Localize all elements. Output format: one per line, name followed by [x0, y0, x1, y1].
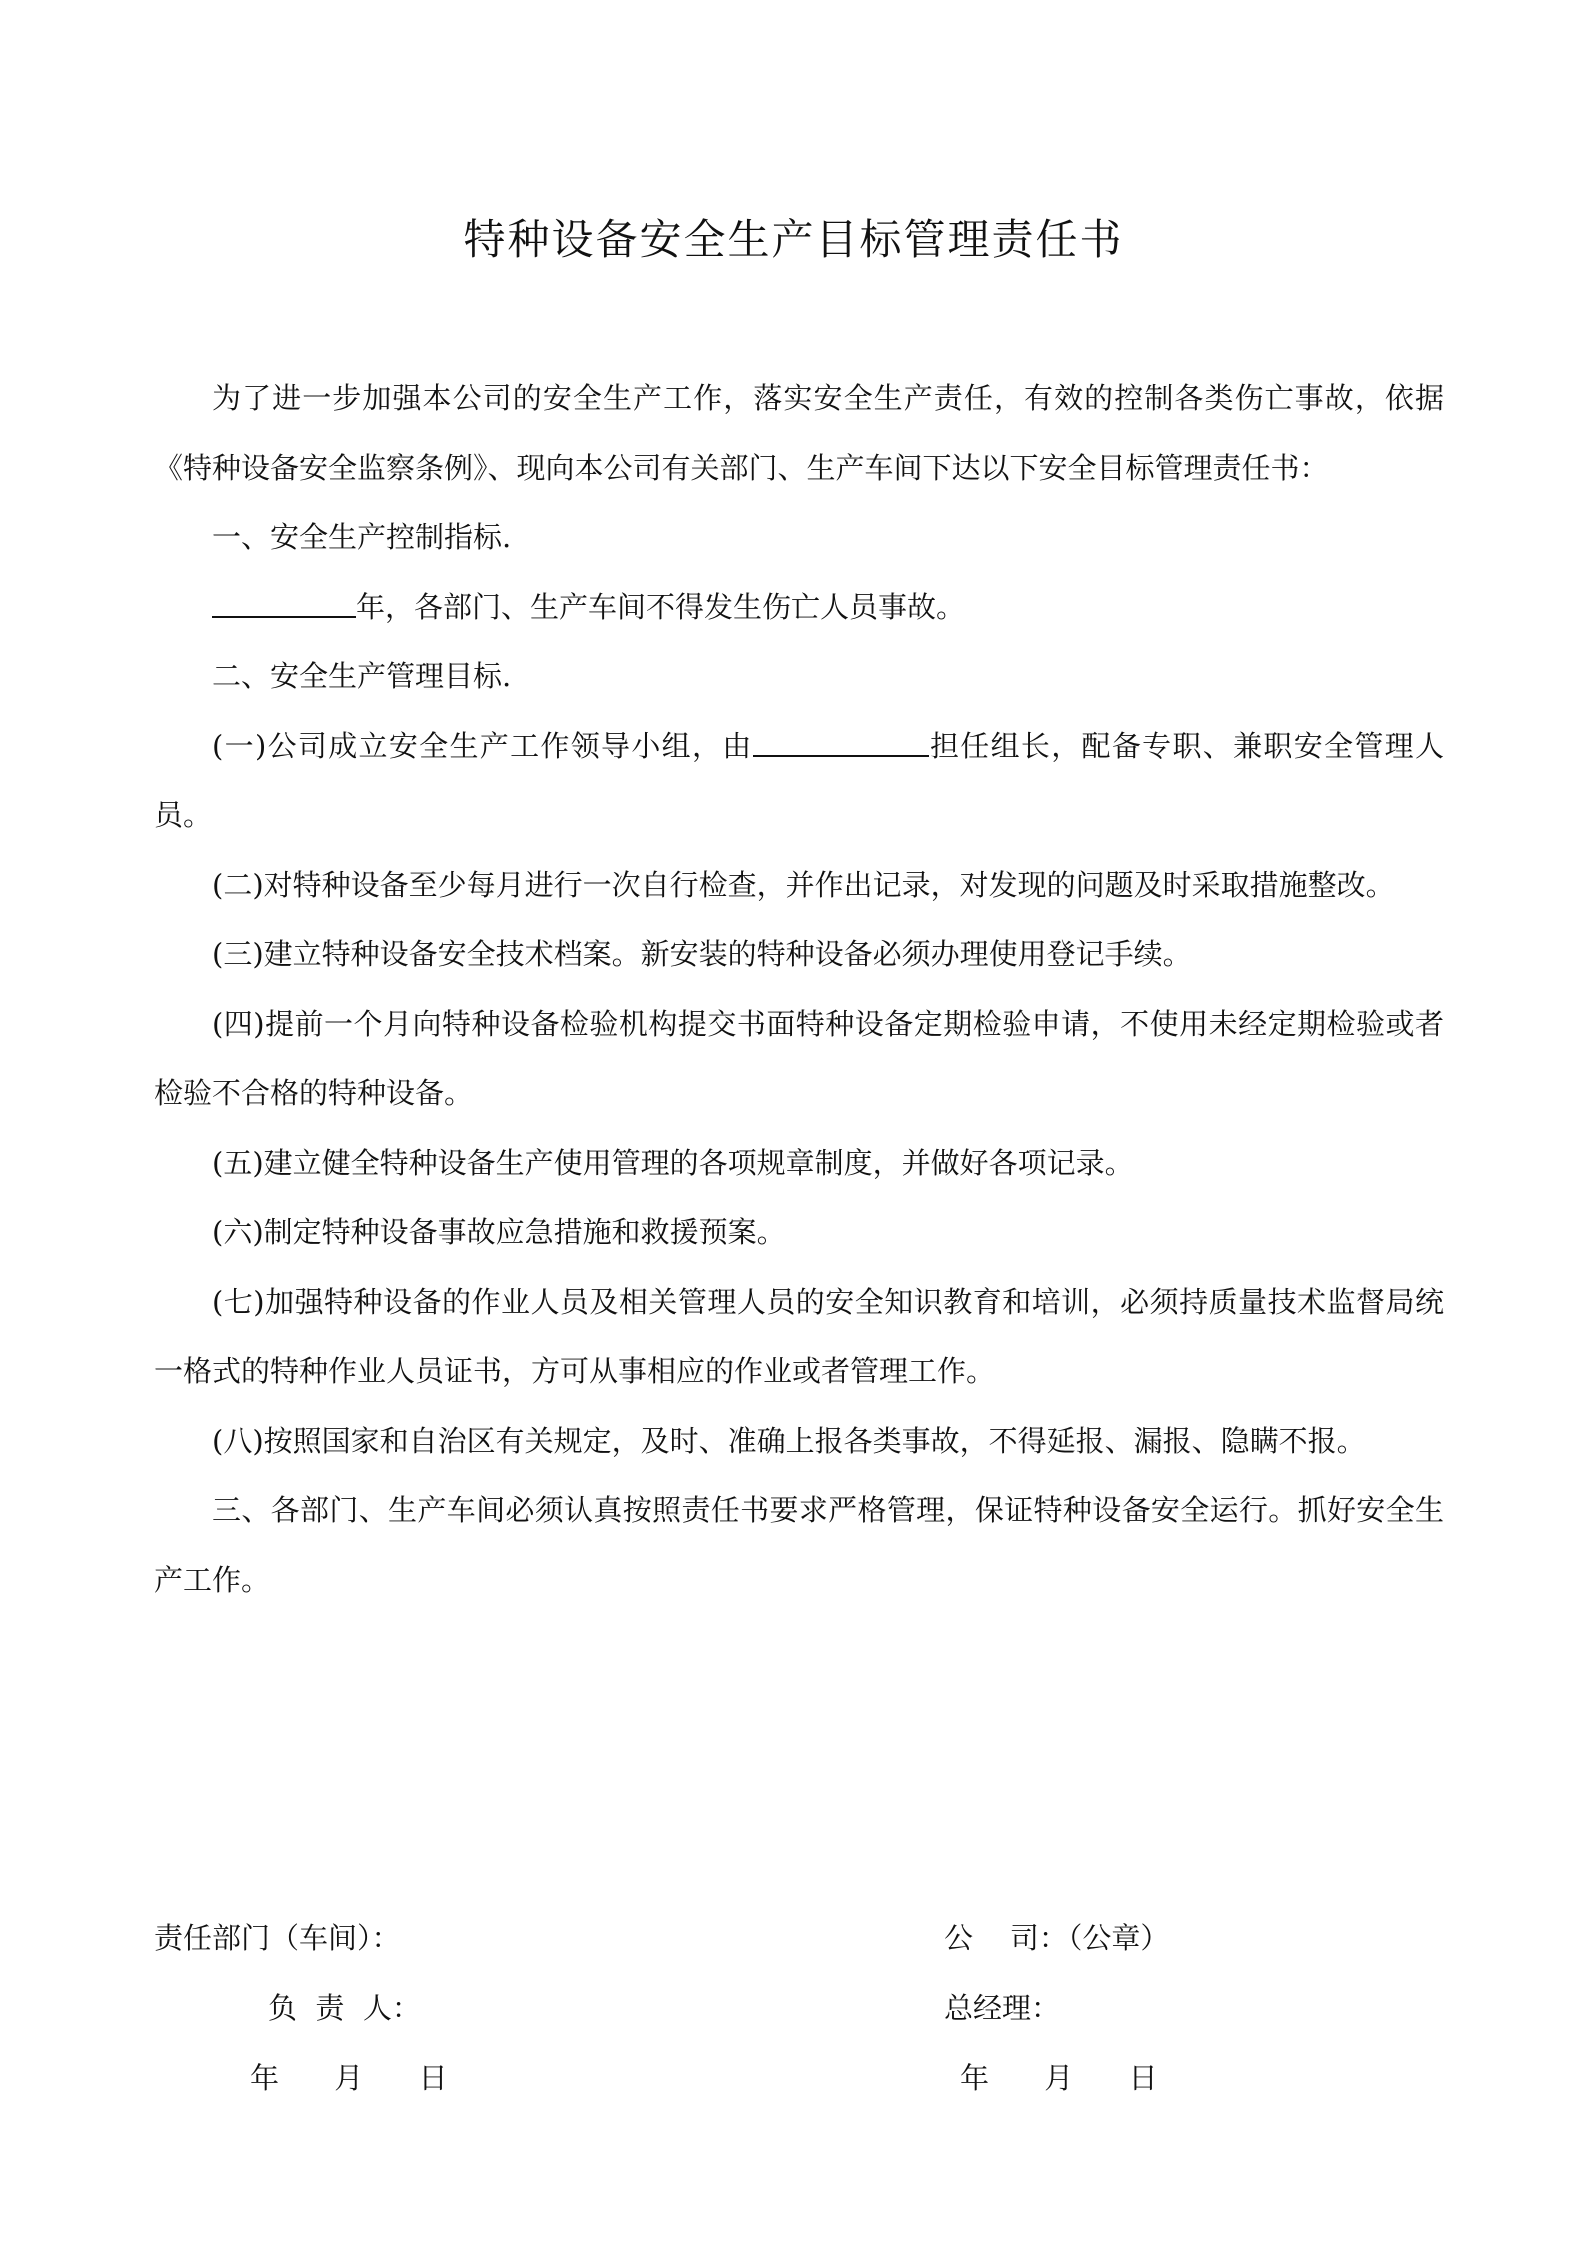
- item7-paragraph: (七)加强特种设备的作业人员及相关管理人员的安全知识教育和培训，必须持质量技术监督局统一格式的特种作业人员证书，方可从事相应的作业或者管理工作。: [154, 1284, 1444, 1388]
- responsible-department-label: 责任部门（车间）：: [154, 1921, 401, 1955]
- responsible-person-label: 负 责 人：: [268, 1991, 421, 2025]
- item1-paragraph: [154, 712, 1444, 851]
- document-title: 特种设备安全生产目标管理责任书: [463, 215, 1124, 264]
- item6-paragraph: (六)制定特种设备事故应急措施和救援预案。: [212, 1215, 786, 1249]
- section1-paragraph: [154, 573, 1444, 643]
- item2-paragraph: (二)对特种设备至少每月进行一次自行检查，并作出记录，对发现的问题及时采取措施整改。: [212, 867, 1395, 902]
- section3-paragraph: 三、各部门、生产车间必须认真按照责任书要求严格管理，保证特种设备安全运行。抓好安全生产工作。: [154, 1493, 1444, 1597]
- intro-paragraph: 为了进一步加强本公司的安全生产工作，落实安全生产责任，有效的控制各类伤亡事故，依据《特种设备安全监察条例》、现向本公司有关部门、生产车间下达以下安全目标管理责任书：: [154, 381, 1444, 485]
- item1-text-after: 担任组长，配备专职、兼职安全管理人员。: [154, 728, 1444, 832]
- general-manager-label: 总经理：: [944, 1991, 1061, 2025]
- section2-heading: 二、安全生产管理目标.: [212, 659, 512, 693]
- company-seal-label: 公 司：（公章）: [944, 1921, 1170, 1955]
- item5-paragraph: (五)建立健全特种设备生产使用管理的各项规章制度，并做好各项记录。: [212, 1145, 1134, 1180]
- section1-heading: 一、安全生产控制指标.: [212, 520, 512, 554]
- item4-paragraph: (四)提前一个月向特种设备检验机构提交书面特种设备定期检验申请，不使用未经定期检验或者检验不合格的特种设备。: [154, 1006, 1444, 1110]
- item8-paragraph: (八)按照国家和自治区有关规定，及时、准确上报各类事故，不得延报、漏报、隐瞒不报。: [212, 1423, 1366, 1458]
- leader-name-blank-field[interactable]: [753, 726, 929, 757]
- item3-paragraph: (三)建立特种设备安全技术档案。新安装的特种设备必须办理使用登记手续。: [212, 937, 1192, 971]
- item1-text-before: (一)公司成立安全生产工作领导小组，由: [212, 728, 753, 763]
- year-blank-field[interactable]: [212, 587, 356, 618]
- document-body: [154, 364, 1444, 1615]
- left-date-line: 年 月 日: [250, 2061, 448, 2095]
- right-date-line: 年 月 日: [960, 2061, 1158, 2095]
- section1-text: 年，各部门、生产车间不得发生伤亡人员事故。: [356, 589, 966, 624]
